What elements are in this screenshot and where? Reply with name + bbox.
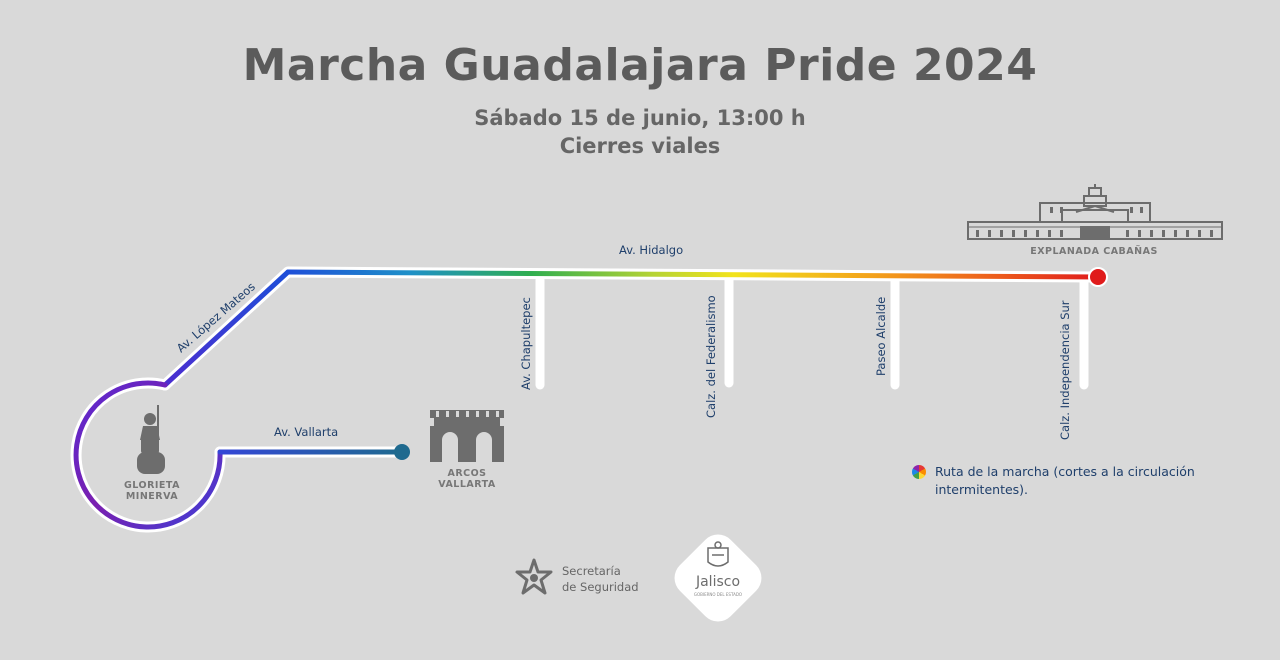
map-legend (912, 463, 1242, 499)
vallarta-end-marker (394, 444, 410, 460)
cross-streets (540, 280, 1084, 385)
jalisco-tagline: GOBIERNO DEL ESTADO (693, 592, 743, 597)
label-paseo-alcalde: Paseo Alcalde (874, 296, 888, 376)
label-glorieta: GLORIETA (123, 480, 181, 491)
label-explanada-cabanas: EXPLANADA CABAÑAS (1030, 246, 1158, 257)
route-lopez-mateos (165, 272, 288, 385)
secretaria-line2: de Seguridad (562, 580, 639, 594)
label-av-hidalgo: Av. Hidalgo (619, 243, 684, 257)
secretaria-seguridad-logo-text (562, 563, 639, 595)
label-calz-independencia-sur: Calz. Independencia Sur (1058, 300, 1072, 440)
label-arcos: ARCOS (447, 468, 487, 479)
label-calz-federalismo: Calz. del Federalismo (704, 295, 718, 418)
route-end-marker (1089, 268, 1107, 286)
label-av-vallarta: Av. Vallarta (274, 425, 339, 439)
road-closures-label: Cierres viales (559, 134, 721, 158)
label-minerva: MINERVA (125, 491, 179, 502)
jalisco-logo (668, 528, 768, 628)
minerva-statue-icon (137, 405, 165, 474)
map-title: Marcha Guadalajara Pride 2024 (242, 40, 1038, 91)
rainbow-dot-icon (912, 465, 926, 479)
secretaria-line1: Secretaría (562, 564, 621, 578)
label-av-chapultepec: Av. Chapultepec (519, 297, 533, 390)
arcos-vallarta-icon (430, 410, 504, 462)
secretaria-star-icon (514, 558, 554, 598)
label-av-lopez-mateos: Av. López Mateos (173, 279, 258, 356)
label-vallarta: VALLARTA (438, 479, 496, 490)
jalisco-wordmark: Jalisco (695, 574, 741, 590)
legend-route-text: Ruta de la marcha (cortes a la circulación intermitentes). (935, 464, 1195, 497)
event-date-time: Sábado 15 de junio, 13:00 h (474, 106, 806, 130)
